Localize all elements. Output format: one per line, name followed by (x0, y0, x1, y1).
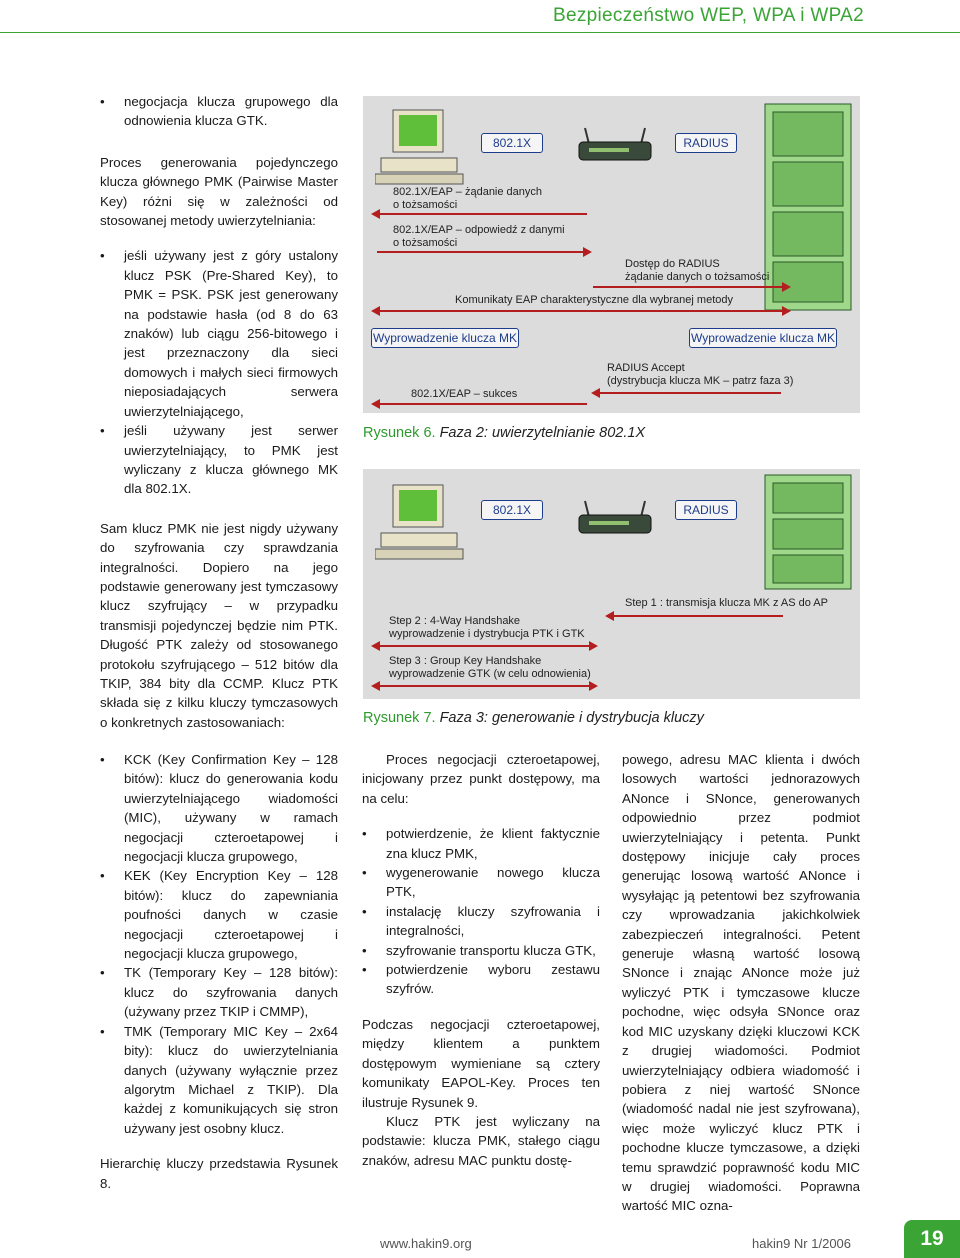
caption-text: Faza 3: generowanie i dystrybucja kluczy (439, 710, 704, 726)
arrow-both (377, 310, 782, 312)
arrow-head-left (591, 388, 600, 398)
label-line: Dostęp do RADIUS (625, 258, 720, 270)
label-line: (dystrybucja klucza MK – patrz faza 3) (607, 375, 794, 387)
label-line: 802.1X/EAP – odpowiedź z danymi (393, 224, 565, 236)
step2-label (389, 615, 585, 641)
arrow-left (377, 213, 587, 215)
paragraph: Hierarchię kluczy przedstawia Rysunek 8. (100, 1156, 338, 1191)
mk-derivation-box-right: Wyprowadzenie klucza MK (689, 328, 837, 348)
server-rack-icon (763, 473, 853, 591)
list-item: • instalację kluczy szyfrowania i integralności, (362, 902, 600, 941)
arrow-head-left (371, 209, 380, 219)
list-item: • TK (Temporary Key – 128 bitów): klucz do szyfrowania danych (używany przez TKIP i CMMP), (100, 963, 338, 1021)
arrow-left (613, 615, 783, 617)
caption-text: Faza 2: uwierzytelnianie 802.1X (439, 425, 646, 441)
list-item: • negocjacja klucza grupowego dla odnowienia klucza GTK. (100, 92, 338, 131)
footer-issue: hakin9 Nr 1/2006 (752, 1236, 852, 1251)
radius-access-label (625, 258, 769, 284)
arrow-head-right (589, 681, 598, 691)
arrow-head-left (371, 399, 380, 409)
arrow-right (377, 251, 584, 253)
arrow-head-left (371, 681, 380, 691)
footer-url: www.hakin9.org (380, 1236, 472, 1251)
figure-7-caption (363, 710, 704, 726)
computer-icon (375, 108, 465, 188)
paragraph: powego, adresu MAC klienta i dwóch losowych wartości jednorazowych ANonce i SNonce, generowanych odpowiednio przez podmiot uwierzytelniający i petenta. Punkt dostępowy inicjuje cały proces generując losową wartość ANonce i wysyłając ją petentowi bez szyfrowania czy wprowadzania jakichkolwiek zabezpieczeń integralności. Petent generuje własną wartość losową SNonce i znając ANonce może już wyliczyć PTK i tymczasowe klucze pochodne, więc odsyła SNonce oraz kod MIC uzyskany dzięki kluczowi KCK z drugiej wiadomości. Podmiot uwierzytelniający odbiera wiadomość i pobiera z niej wartość SNonce (wiadomość nadal nie jest szyfrowana), więc może wyliczyć klucz PTK i pochodne klucze tymczasowe, a dzięki temu sprawdzić poprawność kodu MIC w drugiej wiadomości. Poprawna wartość MIC ozna- (622, 752, 860, 1214)
step3-label (389, 655, 591, 681)
list-item: • KEK (Key Encryption Key – 128 bitów): klucz do zapewniania poufności danych w czasie negocjacji czteroetapowej i negocjacji klucza grupowego, (100, 866, 338, 963)
eap-response-label (393, 224, 565, 250)
protocol-box-radius: RADIUS (675, 500, 737, 520)
arrow-head-right (782, 306, 791, 316)
caption-number: Rysunek 6. (363, 425, 436, 441)
protocol-box-8021x: 802.1X (481, 133, 543, 153)
paragraph: Proces negocjacji czteroetapowej, inicjowany przez punkt dostępowy, ma na celu: (362, 752, 600, 806)
eap-messages-label: Komunikaty EAP charakterystyczne dla wybranej metody (455, 294, 733, 306)
list-item: • szyfrowanie transportu klucza GTK, (362, 941, 600, 960)
protocol-box-radius: RADIUS (675, 133, 737, 153)
figure-7 (363, 469, 860, 699)
label-line: wyprowadzenie GTK (w celu odnowienia) (389, 668, 591, 680)
arrow-head-right (583, 247, 592, 257)
paragraph: Klucz PTK jest wyliczany na podstawie: klucza PMK, stałego ciągu znaków, adresu MAC punktu dostę- (362, 1113, 600, 1168)
arrow-left (599, 392, 781, 394)
protocol-box-8021x: 802.1X (481, 500, 543, 520)
goals-list (362, 824, 600, 999)
list-item: • TMK (Temporary MIC Key – 2x64 bity): klucz do uwierzytelniania danych (używany wyłącznie przez algorytm Michael z TKIP). Dla każdej z komunikujących się stron używany jest osobny klucz. (100, 1022, 338, 1138)
header-rule (0, 32, 960, 33)
computer-icon (375, 483, 465, 563)
label-line: 802.1X/EAP – żądanie danych (393, 186, 543, 198)
arrow-head-left (371, 306, 380, 316)
list-item: • potwierdzenie, że klient faktycznie zna klucz PMK, (362, 824, 600, 863)
arrow-head-right (782, 282, 791, 292)
arrow-left (377, 403, 587, 405)
step1-label: Step 1 : transmisja klucza MK z AS do AP (625, 597, 828, 609)
page-number-badge: 19 (904, 1220, 960, 1258)
eap-success-label: 802.1X/EAP – sukces (411, 388, 518, 400)
list-item: • potwierdzenie wyboru zestawu szyfrów. (362, 960, 600, 999)
bottom-column-1 (100, 750, 338, 1205)
label-line: Step 2 : 4-Way Handshake (389, 615, 521, 627)
list-item: • KCK (Key Confirmation Key – 128 bitów): klucz do generowania kodu uwierzytelniającego wiadomości (MIC), używany w ramach negocjacji czteroetapowej i negocjacji klucza grupowego, (100, 750, 338, 866)
paragraph: Proces generowania pojedynczego klucza głównego PMK (Pairwise Master Key) różni się w zależności od stosowanej metody uwierzytelniania: (100, 154, 338, 229)
arrow-both (377, 685, 589, 687)
label-line: o tożsamości (393, 237, 458, 249)
left-top-column (100, 92, 338, 744)
page-header (0, 0, 960, 40)
list-item: • jeśli używany jest serwer uwierzytelniający, to PMK jest wyliczany z klucza głównego MK dla 802.1X. (100, 421, 338, 499)
radius-accept-label (607, 362, 793, 388)
mk-derivation-box-left: Wyprowadzenie klucza MK (371, 328, 519, 348)
eap-request-label (393, 186, 542, 212)
arrow-right (593, 286, 783, 288)
list-item: • wygenerowanie nowego klucza PTK, (362, 863, 600, 902)
header-title: Bezpieczeństwo WEP, WPA i WPA2 (553, 5, 864, 26)
label-line: Step 3 : Group Key Handshake (389, 655, 542, 667)
label-line: wyprowadzenie i dystrybucja PTK i GTK (389, 628, 585, 640)
figure-6 (363, 96, 860, 413)
paragraph: Podczas negocjacji czteroetapowej, między klientem a punktem dostępowym wymieniane są cztery komunikaty EAPOL-Key. Proces ten ilustruje Rysunek 9. (362, 1016, 600, 1110)
bottom-column-2 (362, 750, 600, 1182)
paragraph: Sam klucz PMK nie jest nigdy używany do szyfrowania czy sprawdzania integralności. Dopiero na jego podstawie generowany jest tymczasowy klucz szyfrujący – w przypadku transmisji pojedynczej będzie nim PTK. Długość PTK zależy od stosowanego protokołu szyfrującego – 512 bitów dla TKIP, 384 bity dla CCMP. Klucz PTK składa się z kilku kluczy tymczasowych o konkretnych zastosowaniach: (100, 520, 338, 730)
access-point-icon (575, 499, 655, 539)
arrow-head-left (605, 611, 614, 621)
label-line: RADIUS Accept (607, 362, 685, 374)
arrow-head-left (371, 641, 380, 651)
label-line: o tożsamości (393, 199, 458, 211)
arrow-head-right (589, 641, 598, 651)
label-line: żądanie danych o tożsamości (625, 271, 770, 283)
figure-6-caption (363, 425, 645, 441)
list-item: • jeśli używany jest z góry ustalony klucz PSK (Pre-Shared Key), to PMK = PSK. PSK jest generowany na podstawie hasła (od 8 do 63 znaków) lub ciągu 256-bitowego i jest przeznaczony dla sieci domowych i małych sieci firmowych nieposiadających serwera uwierzytelniającego, (100, 246, 338, 421)
bottom-column-3 (622, 750, 860, 1228)
server-rack-icon (763, 102, 853, 312)
access-point-icon (575, 126, 655, 166)
arrow-both (377, 645, 589, 647)
caption-number: Rysunek 7. (363, 710, 436, 726)
